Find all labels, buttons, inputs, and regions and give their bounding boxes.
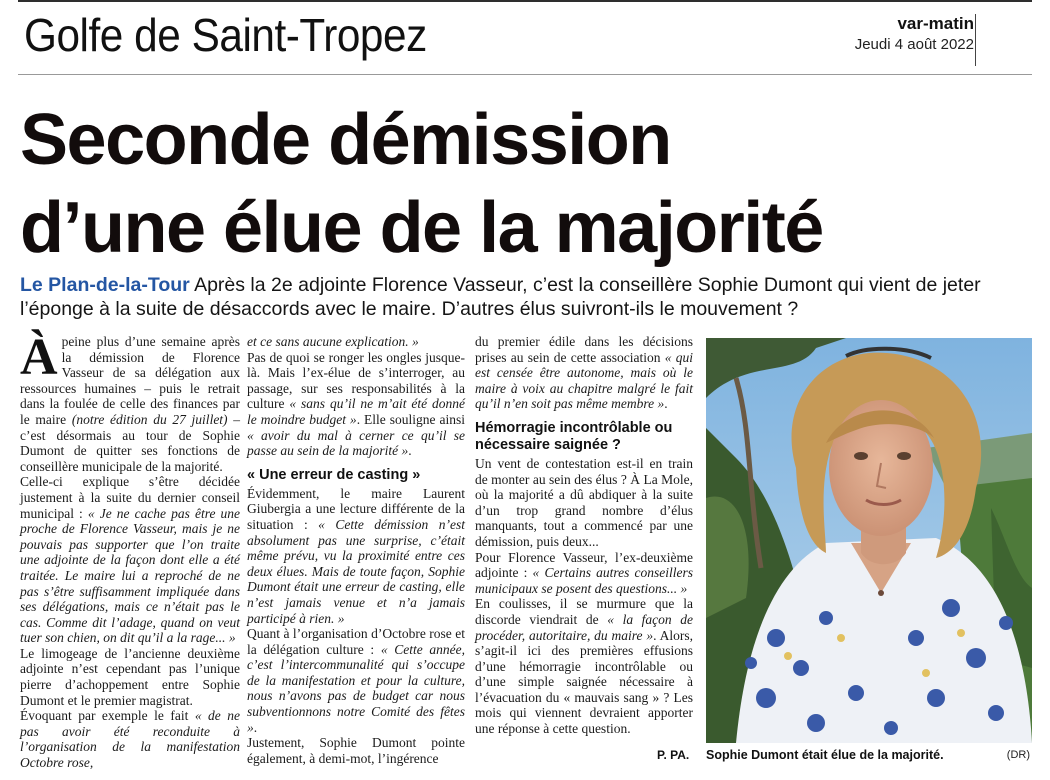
text-run: . Alors, s’agit-il ici des premières effusions d’une hémorragie incontrôlable ou d’une simple saignée nécessaire à l’évacuation du « mauvais sang » ? Les mois qui viennent devraient apporter une réponse à cette question. <box>475 627 693 737</box>
masthead <box>855 14 974 53</box>
text-run: Pour Florence Vasseur, l’ex-deuxième adjointe : <box>475 549 693 581</box>
quote: « Cette démission n’est absolument pas une surprise, c’était même prévu, vu la proximité entre ces deux élues. Mais de toute façon, Sophie Dumont était une erreur de casting, elle n’est jamais venue et n’a jamais participé à rien. » <box>247 516 465 626</box>
paragraph: Le limogeage de l’ancienne deuxième adjointe n’est cependant pas l’unique pierre d’achoppement entre Sophie Dumont et le premier magistrat. <box>20 645 240 708</box>
headline-line-1: Seconde démission <box>20 100 671 180</box>
article-column-3 <box>475 334 693 737</box>
quote: « Je ne cache pas être une proche de Florence Vasseur, mais je ne pouvais pas supporter que l’on traite une adjointe de la façon dont elle a été traitée. Le maire lui a reproché de ne pas s’être suffisamment impliquée dans ses délégations, mais ce n’était pas le cas. Comme dit l’adage, quand on veut tuer son chien, on dit qu’il a la rage... » <box>20 505 240 646</box>
paragraph <box>20 474 240 646</box>
paragraph <box>20 708 240 770</box>
article-column-1 <box>20 329 241 771</box>
drop-cap: À <box>20 329 58 386</box>
quote: « Certains autres conseillers municipaux se posent des questions... » <box>475 565 693 596</box>
text-run: Évoquant par exemple le fait <box>20 708 195 724</box>
quote: « avoir du mal à cerner ce qu’il se passe au sein de la majorité » <box>247 427 465 459</box>
standfirst <box>20 273 1032 321</box>
paragraph <box>475 334 693 412</box>
text-run: . <box>664 396 668 412</box>
headline-line-2: d’une élue de la majorité <box>20 188 823 268</box>
paragraph <box>475 550 693 597</box>
quote: « sans qu’il ne m’ait été donné le moindre budget » <box>247 396 465 427</box>
paragraph <box>247 350 465 459</box>
text-run: Quant à l’organisation d’Octobre rose et la délégation culture : <box>247 626 465 657</box>
photo-credit: (DR) <box>1006 749 1030 761</box>
paragraph: Justement, Sophie Dumont pointe également, à demi-mot, l’ingérence <box>247 735 465 766</box>
paragraph <box>475 596 693 736</box>
text-run: Évidemment, le maire Laurent Giubergia a une lecture différente de la situation : <box>247 485 465 532</box>
text-run: En coulisses, il se murmure que la discorde viendrait de <box>475 596 693 627</box>
text-run: . <box>408 443 412 459</box>
paragraph <box>247 486 465 626</box>
author-signature: P. PA. <box>657 748 690 762</box>
text-run-italic: (notre édition du 27 juillet) <box>71 411 228 427</box>
subheading: Hémorragie incontrôlable ou nécessaire saignée ? <box>475 419 673 453</box>
subheading: « Une erreur de casting » <box>247 466 421 483</box>
top-rule <box>18 0 1032 2</box>
paragraph <box>247 626 465 735</box>
headline <box>20 96 823 272</box>
text-run: Pas de quoi se ronger les ongles jusque-là. Mais l’ex-élue de s’interroger, au passage, sur ses responsabilités à la culture <box>247 349 465 412</box>
text-run: peine plus d’une semaine après la démission de Florence Vasseur de sa délégation aux ressources humaines – puis le retrait dans la foulée de celle des finances par le maire <box>20 334 240 427</box>
text-run: – c’est désormais au tour de Sophie Dumont de quitter ses fonctions de conseillère municipale de la majorité. <box>20 411 240 474</box>
article-column-2 <box>247 334 465 766</box>
quote: « qui est censée être autonome, mais où le maire à voix au chapitre malgré le fait qu’il n’en soit pas même membre » <box>475 349 693 412</box>
quote: « Cette année, c’est l’intercommunalité qui s’occupe de la manifestation et pour la culture, nous n’avons pas de budget car nous subventionnons notre Comité des fêtes » <box>247 641 465 735</box>
text-run: . <box>253 719 258 735</box>
portrait-photo <box>706 338 1032 743</box>
paragraph <box>247 334 465 350</box>
quote: « la façon de procéder, autoritaire, du maire » <box>475 611 693 643</box>
text-run: . Elle souligne ainsi <box>356 411 465 427</box>
text-run: du premier édile dans les décisions prises au sein de cette association <box>475 334 693 365</box>
masthead-divider <box>975 14 976 66</box>
section-title: Golfe de Saint-Tropez <box>24 9 427 61</box>
header-rule <box>18 74 1032 75</box>
paragraph <box>20 329 240 474</box>
photo-caption: Sophie Dumont était élue de la majorité. <box>706 748 944 762</box>
quote: et ce sans aucune explication. » <box>247 334 419 349</box>
standfirst-place: Le Plan-de-la-Tour <box>20 274 190 296</box>
paragraph: Un vent de contestation est-il en train de monter au sein des élus ? À La Mole, où la majorité a dû abdiquer à la suite d’un trop grand nombre d’élus manquants, tout a commencé par une démission, puis deux... <box>475 455 693 549</box>
text-run: Celle-ci explique s’être décidée justement à la suite du dernier conseil municipal : <box>20 474 240 521</box>
standfirst-text: Après la 2e adjointe Florence Vasseur, c’est la conseillère Sophie Dumont qui vient de jeter l’éponge à la suite de désaccords avec le maire. D’autres élus suivront-ils le mouvement ? <box>20 274 981 320</box>
quote: « de ne pas avoir été reconduite à l’organisation de la manifestation Octobre rose, <box>20 708 241 771</box>
newspaper-name: var-matin <box>897 14 974 33</box>
publication-date: Jeudi 4 août 2022 <box>854 36 974 53</box>
